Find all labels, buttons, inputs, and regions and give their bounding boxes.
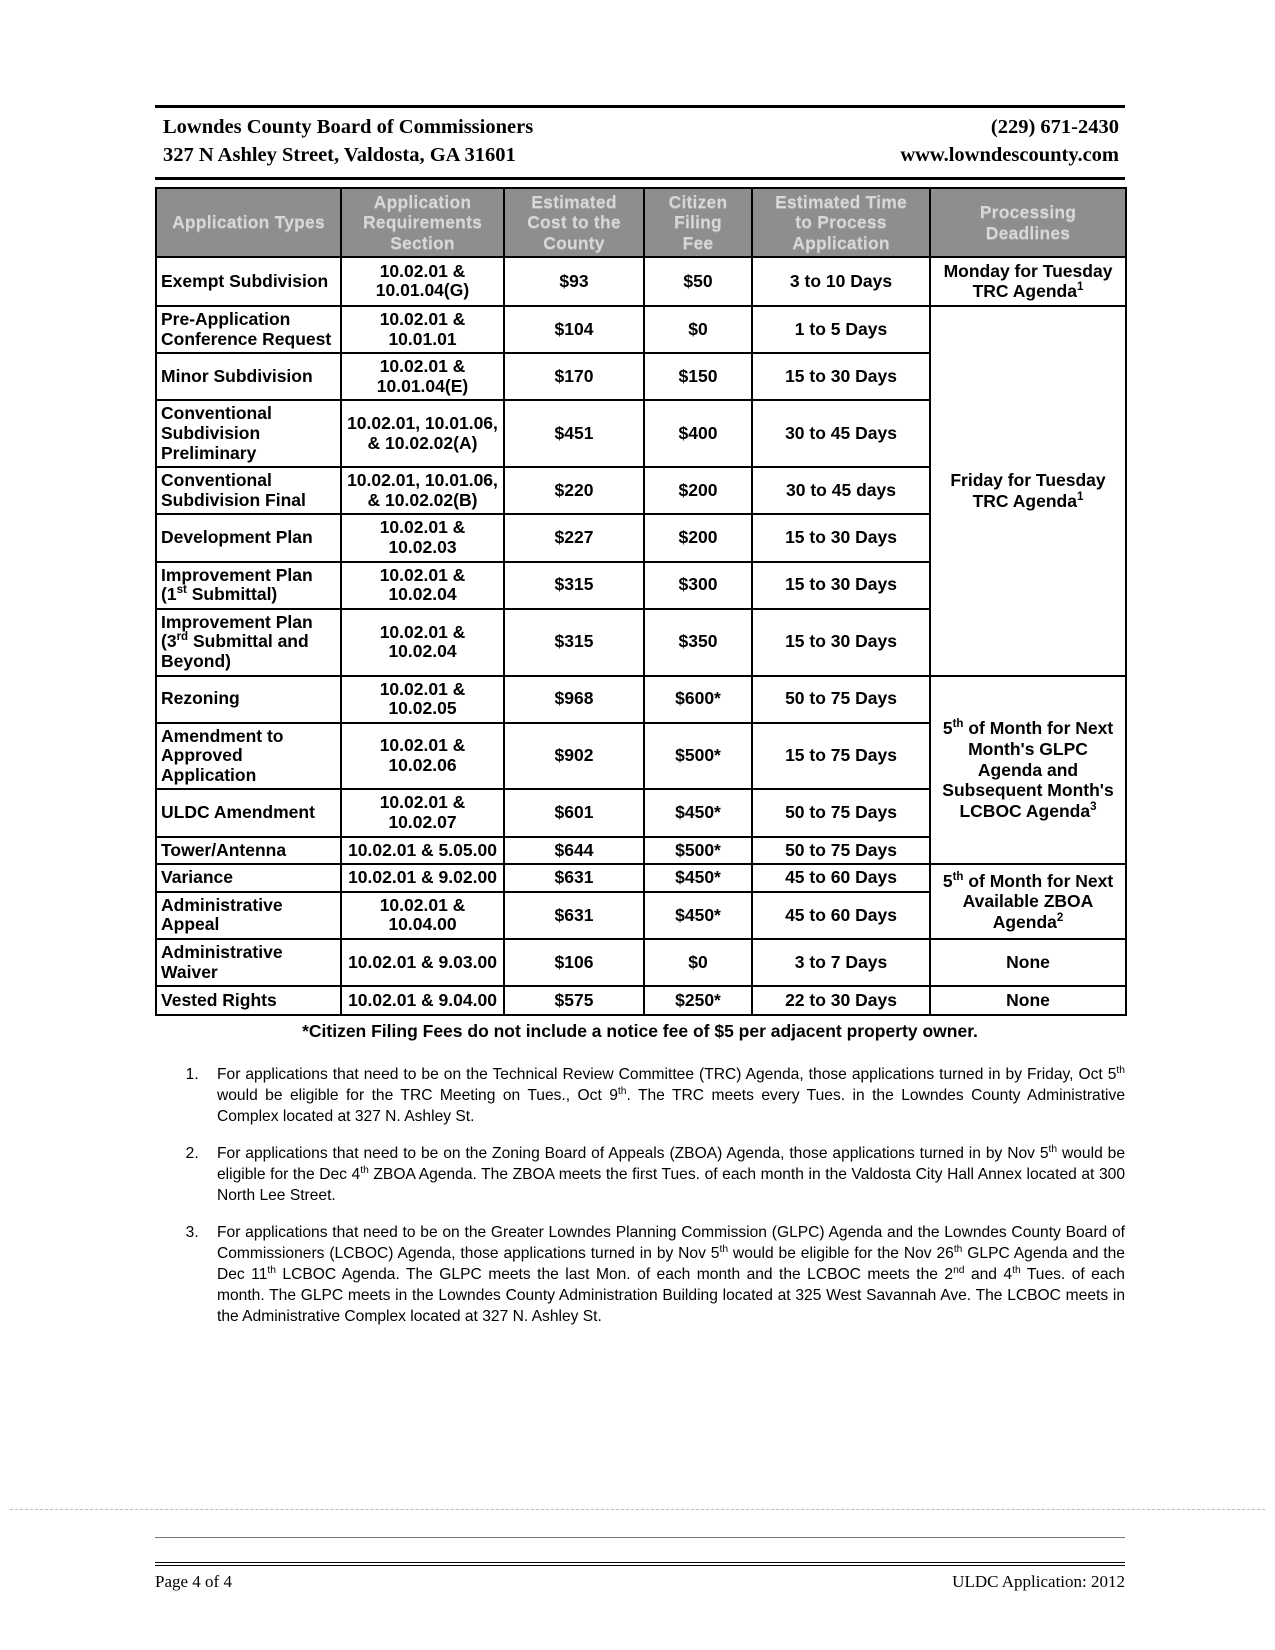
cell-application-type: Rezoning xyxy=(156,676,341,723)
cell-application-type: Administrative Appeal xyxy=(156,892,341,939)
table-header-row xyxy=(156,188,1126,256)
table-row xyxy=(156,864,1126,892)
cell-requirements-section: 10.02.01, 10.01.06, & 10.02.02(A) xyxy=(341,400,504,467)
letterhead xyxy=(155,105,1125,180)
col-application-requirements-section: Application Requirements Section xyxy=(341,188,504,256)
cell-requirements-section: 10.02.01 & 10.01.01 xyxy=(341,306,504,353)
col-citizen-filing-fee: Citizen Filing Fee xyxy=(644,188,752,256)
cell-requirements-section: 10.02.01 & 10.02.07 xyxy=(341,789,504,836)
cell-estimated-time: 30 to 45 days xyxy=(752,467,930,514)
org-name: Lowndes County Board of Commissioners xyxy=(163,116,534,138)
cell-estimated-cost: $631 xyxy=(504,892,644,939)
cell-application-type: Conventional Subdivision Final xyxy=(156,467,341,514)
cell-citizen-filing-fee: $200 xyxy=(644,514,752,561)
page-footer xyxy=(155,1562,1125,1592)
website-url: www.lowndescounty.com xyxy=(900,143,1119,166)
col-estimated-cost: Estimated Cost to the County xyxy=(504,188,644,256)
cell-application-type: Development Plan xyxy=(156,514,341,561)
cell-citizen-filing-fee: $450* xyxy=(644,892,752,939)
cell-requirements-section: 10.02.01 & 9.04.00 xyxy=(341,986,504,1015)
cell-application-type: Administrative Waiver xyxy=(156,939,341,986)
col-processing-deadlines: Processing Deadlines xyxy=(930,188,1126,256)
cell-application-type: Pre-Application Conference Request xyxy=(156,306,341,353)
table-body xyxy=(156,257,1126,1015)
cell-processing-deadline: 5th of Month for Next Month's GLPC Agenda and Subsequent Month's LCBOC Agenda$^3$ xyxy=(930,676,1126,865)
cell-processing-deadline: None xyxy=(930,939,1126,986)
cell-estimated-cost: $451 xyxy=(504,400,644,467)
footnote-item: 3. For applications that need to be on the Greater Lowndes Planning Commission (GLPC) Agenda and the Lowndes County Board of Commissioners (LCBOC) Agenda, those applications turned in by Nov 5th would be eligible for the Nov 26th GLPC Agenda and the Dec 11th LCBOC Agenda. The GLPC meets the last Mon. of each month and the LCBOC meets the 2nd and 4th Tues. of each month. The GLPC meets in the Lowndes County Administration Building located at 325 West Savannah Ave. The LCBOC meets in the Administrative Complex located at 327 N. Ashley St. xyxy=(203,1222,1125,1327)
cell-estimated-cost: $644 xyxy=(504,837,644,865)
fee-schedule-table xyxy=(155,187,1127,1016)
table-row xyxy=(156,986,1126,1015)
cell-requirements-section: 10.02.01 & 10.04.00 xyxy=(341,892,504,939)
cell-estimated-cost: $220 xyxy=(504,467,644,514)
cell-citizen-filing-fee: $250* xyxy=(644,986,752,1015)
table-row xyxy=(156,939,1126,986)
cell-processing-deadline: 5th of Month for Next Available ZBOA Agenda$^2$ xyxy=(930,864,1126,939)
cell-requirements-section: 10.02.01 & 10.02.05 xyxy=(341,676,504,723)
cell-estimated-time: 22 to 30 Days xyxy=(752,986,930,1015)
phone-number: (229) 671-2430 xyxy=(990,116,1119,138)
cell-estimated-time: 50 to 75 Days xyxy=(752,837,930,865)
footnote-item: 1. For applications that need to be on the Technical Review Committee (TRC) Agenda, those applications turned in by Friday, Oct 5th would be eligible for the TRC Meeting on Tues., Oct 9th. The TRC meets every Tues. in the Lowndes County Administrative Complex located at 327 N. Ashley St. xyxy=(203,1064,1125,1127)
scan-edge-line xyxy=(10,1509,1265,1510)
cell-estimated-time: 15 to 75 Days xyxy=(752,723,930,790)
cell-estimated-time: 45 to 60 Days xyxy=(752,864,930,892)
cell-requirements-section: 10.02.01 & 5.05.00 xyxy=(341,837,504,865)
cell-processing-deadline: Monday for Tuesday TRC Agenda$^1$ xyxy=(930,257,1126,306)
cell-requirements-section: 10.02.01 & 9.02.00 xyxy=(341,864,504,892)
cell-requirements-section: 10.02.01 & 10.02.04 xyxy=(341,609,504,676)
cell-application-type: Minor Subdivision xyxy=(156,353,341,400)
document-label: ULDC Application: 2012 xyxy=(952,1572,1125,1591)
footnote-item: 2. For applications that need to be on the Zoning Board of Appeals (ZBOA) Agenda, those applications turned in by Nov 5th would be eligible for the Dec 4th ZBOA Agenda. The ZBOA meets the first Tues. of each month in the Valdosta City Hall Annex located at 300 North Lee Street. xyxy=(203,1143,1125,1206)
cell-requirements-section: 10.02.01 & 10.01.04(E) xyxy=(341,353,504,400)
cell-estimated-time: 3 to 7 Days xyxy=(752,939,930,986)
cell-estimated-time: 3 to 10 Days xyxy=(752,257,930,306)
col-application-types: Application Types xyxy=(156,188,341,256)
cell-estimated-time: 15 to 30 Days xyxy=(752,514,930,561)
cell-citizen-filing-fee: $0 xyxy=(644,306,752,353)
cell-citizen-filing-fee: $450* xyxy=(644,789,752,836)
cell-requirements-section: 10.02.01 & 10.02.03 xyxy=(341,514,504,561)
cell-requirements-section: 10.02.01 & 10.02.04 xyxy=(341,562,504,609)
page-number: Page 4 of 4 xyxy=(155,1572,232,1591)
cell-citizen-filing-fee: $150 xyxy=(644,353,752,400)
table-row xyxy=(156,676,1126,723)
cell-application-type: Amendment to Approved Application xyxy=(156,723,341,790)
cell-estimated-time: 1 to 5 Days xyxy=(752,306,930,353)
col-estimated-time: Estimated Time to Process Application xyxy=(752,188,930,256)
cell-estimated-time: 15 to 30 Days xyxy=(752,353,930,400)
cell-processing-deadline: Friday for Tuesday TRC Agenda$^1$ xyxy=(930,306,1126,676)
cell-application-type: Exempt Subdivision xyxy=(156,257,341,306)
cell-estimated-time: 15 to 30 Days xyxy=(752,609,930,676)
cell-requirements-section: 10.02.01, 10.01.06, & 10.02.02(B) xyxy=(341,467,504,514)
cell-citizen-filing-fee: $350 xyxy=(644,609,752,676)
footer-divider xyxy=(155,1537,1125,1538)
cell-application-type: Tower/Antenna xyxy=(156,837,341,865)
cell-citizen-filing-fee: $400 xyxy=(644,400,752,467)
cell-citizen-filing-fee: $200 xyxy=(644,467,752,514)
cell-application-type: Variance xyxy=(156,864,341,892)
cell-application-type: Conventional Subdivision Preliminary xyxy=(156,400,341,467)
cell-citizen-filing-fee: $500* xyxy=(644,723,752,790)
footnote-list xyxy=(155,1064,1125,1328)
cell-requirements-section: 10.02.01 & 10.02.06 xyxy=(341,723,504,790)
table-header xyxy=(156,188,1126,256)
cell-application-type: ULDC Amendment xyxy=(156,789,341,836)
cell-application-type: Improvement Plan (1st Submittal) xyxy=(156,562,341,609)
cell-estimated-cost: $315 xyxy=(504,562,644,609)
cell-estimated-cost: $968 xyxy=(504,676,644,723)
cell-estimated-cost: $902 xyxy=(504,723,644,790)
cell-citizen-filing-fee: $300 xyxy=(644,562,752,609)
cell-estimated-cost: $575 xyxy=(504,986,644,1015)
filing-fee-note: *Citizen Filing Fees do not include a notice fee of $5 per adjacent property owner. xyxy=(302,1020,978,1041)
cell-requirements-section: 10.02.01 & 9.03.00 xyxy=(341,939,504,986)
cell-estimated-time: 15 to 30 Days xyxy=(752,562,930,609)
cell-estimated-time: 50 to 75 Days xyxy=(752,676,930,723)
cell-citizen-filing-fee: $450* xyxy=(644,864,752,892)
cell-estimated-time: 45 to 60 Days xyxy=(752,892,930,939)
cell-application-type: Improvement Plan (3rd Submittal and Beyond) xyxy=(156,609,341,676)
cell-processing-deadline: None xyxy=(930,986,1126,1015)
cell-estimated-time: 30 to 45 Days xyxy=(752,400,930,467)
cell-citizen-filing-fee: $0 xyxy=(644,939,752,986)
cell-requirements-section: 10.02.01 & 10.01.04(G) xyxy=(341,257,504,306)
cell-estimated-cost: $227 xyxy=(504,514,644,561)
cell-citizen-filing-fee: $50 xyxy=(644,257,752,306)
cell-citizen-filing-fee: $600* xyxy=(644,676,752,723)
table-row xyxy=(156,306,1126,353)
cell-citizen-filing-fee: $500* xyxy=(644,837,752,865)
cell-estimated-cost: $315 xyxy=(504,609,644,676)
cell-estimated-cost: $93 xyxy=(504,257,644,306)
cell-application-type: Vested Rights xyxy=(156,986,341,1015)
org-address: 327 N Ashley Street, Valdosta, GA 31601 xyxy=(163,143,516,166)
cell-estimated-cost: $170 xyxy=(504,353,644,400)
cell-estimated-cost: $631 xyxy=(504,864,644,892)
cell-estimated-cost: $104 xyxy=(504,306,644,353)
cell-estimated-cost: $601 xyxy=(504,789,644,836)
cell-estimated-cost: $106 xyxy=(504,939,644,986)
cell-estimated-time: 50 to 75 Days xyxy=(752,789,930,836)
table-row xyxy=(156,257,1126,306)
